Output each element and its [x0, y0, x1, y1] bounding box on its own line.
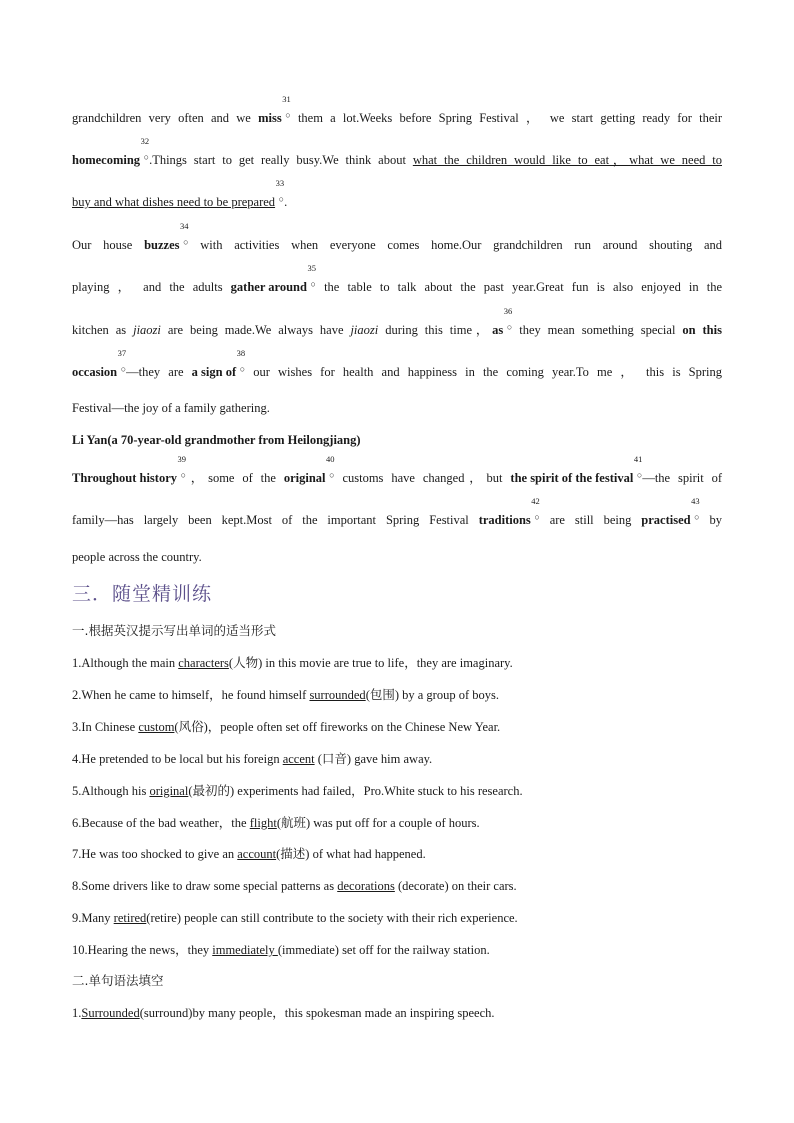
marked-word: buzzes — [144, 238, 180, 252]
item-text: 10.Hearing the news，they — [72, 943, 213, 958]
circle-mark-icon: ○ — [310, 279, 316, 289]
text: with activities when everyone comes home.Our grandchildren run around shouting and — [200, 238, 723, 252]
item-text: (描述) of what had happened. — [276, 847, 426, 862]
text: Festival—the joy of a family gathering. — [72, 401, 270, 415]
bold-phrase: on this — [682, 323, 722, 337]
footnote-number: 40 — [326, 454, 335, 464]
section-title: 三．随堂精训练 — [72, 583, 213, 605]
answer: account — [237, 847, 277, 862]
text: are still being — [549, 513, 642, 527]
item-text: 1. — [72, 1006, 82, 1020]
item-text: 2.When he came to himself，he found himself — [72, 687, 310, 702]
item-text: (口音) gave him away. — [314, 751, 433, 766]
circle-mark-icon: ○ — [120, 364, 127, 374]
footnote-number: 32 — [140, 136, 150, 146]
footnote-number: 41 — [633, 454, 643, 464]
text: them a lot.Weeks before Spring Festival ， we start getting ready for their — [297, 111, 723, 125]
item-text: (最初的) experiments had failed，Pro.White stuck to his research. — [188, 783, 523, 798]
exercise-item — [72, 783, 722, 799]
circle-mark-icon: ○ — [506, 322, 513, 332]
footnote-number: 43 — [691, 496, 700, 506]
text: . — [284, 195, 288, 209]
italic-word: jiaozi — [350, 323, 379, 337]
text: grandchildren very often and we — [72, 111, 259, 125]
text: —the spirit of — [642, 471, 722, 485]
item-text: (包围) by a group of boys. — [365, 687, 500, 702]
text: during this time， — [378, 323, 493, 337]
circle-mark-icon: ○ — [183, 237, 189, 247]
item-text: (航班) was put off for a couple of hours. — [276, 815, 480, 830]
footnote-number: 34 — [180, 221, 189, 231]
passage-line-9 — [72, 454, 722, 486]
text: playing ， and the adults — [72, 280, 231, 294]
answer: accent — [282, 751, 315, 766]
grammar-item — [72, 1005, 722, 1021]
marked-word: occasion — [72, 365, 118, 379]
circle-mark-icon: ○ — [143, 152, 150, 162]
text: they mean something special — [519, 323, 683, 337]
marked-word: miss — [258, 111, 282, 125]
circle-mark-icon: ○ — [534, 512, 540, 522]
passage-line-8 — [72, 400, 722, 416]
marked-word: homecoming — [72, 153, 141, 167]
footnote-number: 38 — [236, 348, 246, 358]
answer: immediately — [212, 943, 278, 958]
answer: original — [149, 783, 189, 798]
item-text: 5.Although his — [72, 783, 150, 798]
item-text: (decorate) on their cars. — [394, 879, 517, 894]
item-text: 8.Some drivers like to draw some special patterns as — [72, 879, 338, 894]
underlined-phrase: buy and what dishes need to be prepared — [72, 195, 276, 209]
answer: Surrounded — [81, 1006, 140, 1020]
text: ，some of the — [186, 471, 284, 485]
text: the table to talk about the past year.Great fun is also enjoyed in the — [324, 280, 723, 294]
circle-mark-icon: ○ — [694, 512, 700, 522]
text: our wishes for health and happiness in the coming year.To me ， this is Spring — [253, 365, 723, 379]
text: family—has largely been kept.Most of the important Spring Festival — [72, 513, 479, 527]
circle-mark-icon: ○ — [329, 470, 335, 480]
exercise-item — [72, 751, 722, 767]
circle-mark-icon: ○ — [285, 110, 291, 120]
footnote-number: 33 — [275, 178, 285, 188]
footnote-number: 36 — [503, 306, 513, 316]
text: by — [709, 513, 722, 527]
circle-mark-icon: ○ — [278, 194, 285, 204]
exercise-item — [72, 942, 722, 958]
text: people across the country. — [72, 550, 202, 564]
answer: flight — [249, 815, 277, 830]
exercise-item — [72, 719, 722, 735]
answer: retired — [113, 911, 147, 926]
text: Our house — [72, 238, 145, 252]
answer: characters — [178, 656, 229, 670]
marked-word: practised — [641, 513, 691, 527]
footnote-number: 35 — [307, 263, 316, 273]
item-text: (immediate) set off for the railway station. — [277, 943, 490, 958]
underlined-phrase: what the children would like to eat，what we need to — [412, 153, 722, 167]
marked-word: traditions — [478, 513, 531, 527]
marked-word: as — [492, 323, 504, 337]
circle-mark-icon: ○ — [239, 364, 246, 374]
passage-line-3 — [72, 178, 722, 210]
part-heading-2: 二.单句语法填空 — [72, 973, 164, 988]
item-text: (风俗)，people often set off fireworks on the Chinese New Year. — [174, 719, 501, 734]
text: are being made.We always have — [160, 323, 351, 337]
footnote-number: 39 — [177, 454, 187, 464]
circle-mark-icon: ○ — [636, 470, 643, 480]
italic-word: jiaozi — [133, 323, 161, 337]
marked-word: gather around — [230, 280, 307, 294]
text: customs have changed，but — [342, 471, 511, 485]
passage-line-4 — [72, 221, 723, 253]
author-heading: Li Yan(a 70-year-old grandmother from Heilongjiang) — [72, 433, 361, 447]
marked-word: the spirit of the festival — [510, 471, 634, 485]
passage-heading — [72, 432, 722, 448]
circle-mark-icon: ○ — [180, 470, 187, 480]
item-text: (人物) in this movie are true to life，they are imaginary. — [228, 656, 513, 670]
text: —they are — [126, 365, 192, 379]
exercise-item — [72, 815, 722, 831]
item-text: 9.Many — [72, 911, 114, 926]
text: .Things start to get really busy.We think about — [149, 153, 413, 167]
part-heading-1: 一.根据英汉提示写出单词的适当形式 — [72, 623, 276, 638]
passage-line-11 — [72, 549, 722, 565]
passage-line-6 — [72, 306, 722, 338]
exercise-item — [72, 910, 722, 926]
item-text: 4.He pretended to be local but his foreign — [72, 751, 283, 766]
passage-line-5 — [72, 263, 723, 295]
exercise-item — [72, 878, 722, 894]
answer: custom — [138, 719, 175, 734]
footnote-number: 42 — [531, 496, 540, 506]
passage-line-7 — [72, 348, 723, 380]
passage-line-2 — [72, 136, 722, 168]
answer: decorations — [337, 879, 395, 894]
item-text: (retire) people can still contribute to the society with their rich experience. — [146, 911, 518, 926]
exercise-item — [72, 655, 722, 671]
exercise-item — [72, 846, 722, 862]
text: kitchen as — [72, 323, 134, 337]
item-text: 3.In Chinese — [72, 719, 139, 734]
item-text: (surround)by many people，this spokesman made an inspiring speech. — [139, 1006, 495, 1020]
answer: surrounded — [309, 687, 366, 702]
marked-word: Throughout history — [72, 471, 178, 485]
exercise-item — [72, 687, 722, 703]
footnote-number: 37 — [117, 348, 127, 358]
item-text: 1.Although the main — [72, 656, 179, 670]
marked-word: a sign of — [191, 365, 237, 379]
passage-line-1 — [72, 94, 723, 126]
passage-line-10 — [72, 496, 722, 528]
footnote-number: 31 — [282, 94, 291, 104]
marked-word: original — [283, 471, 326, 485]
item-text: 7.He was too shocked to give an — [72, 847, 238, 862]
item-text: 6.Because of the bad weather，the — [72, 815, 250, 830]
